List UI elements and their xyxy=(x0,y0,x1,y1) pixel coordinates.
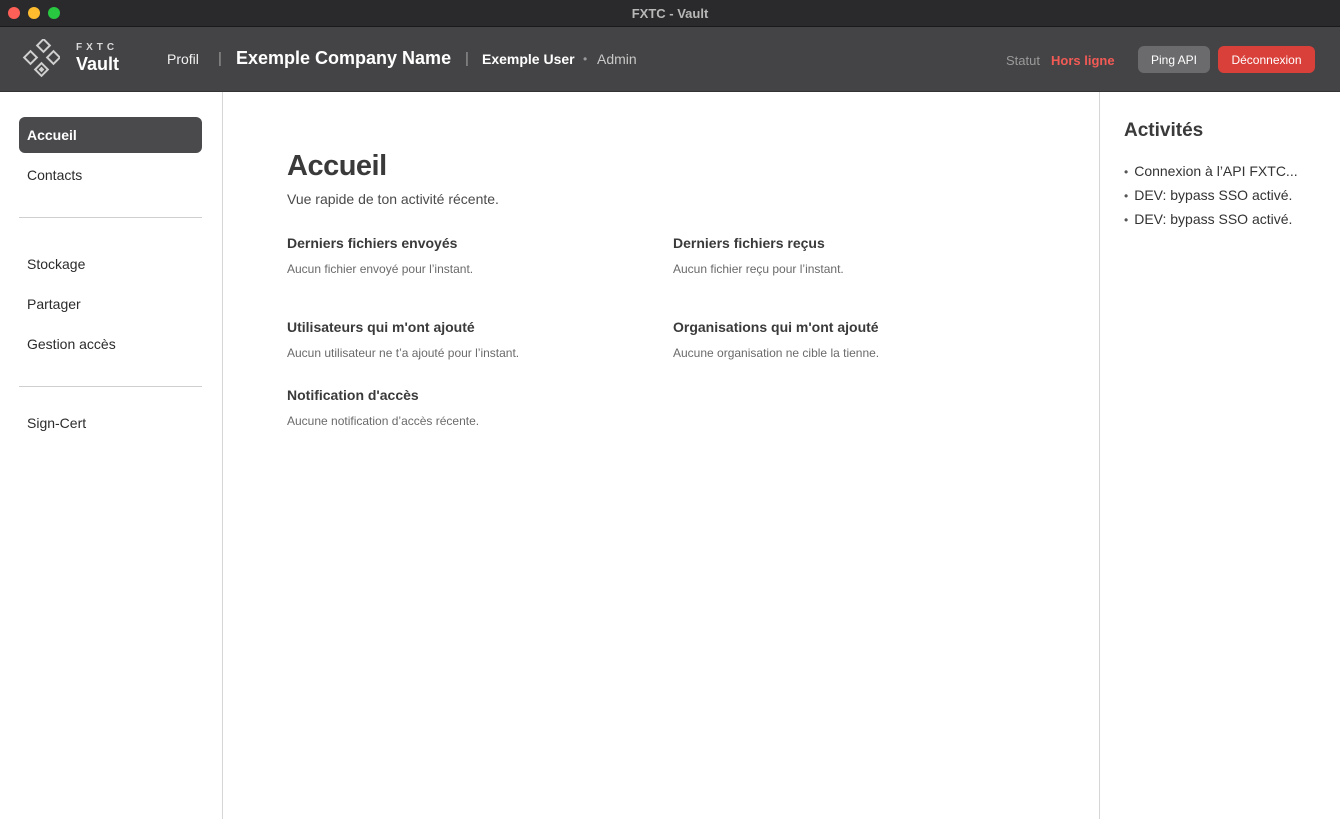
header-separator: | xyxy=(465,50,469,67)
status-label: Statut xyxy=(1006,53,1040,68)
close-window-button[interactable] xyxy=(8,7,20,19)
user-role-dot: • xyxy=(583,52,588,66)
bullet-icon: • xyxy=(1124,189,1129,203)
company-name: Exemple Company Name xyxy=(236,48,452,68)
brand-main: Vault xyxy=(76,54,120,74)
activity-item-text: DEV: bypass SSO activé. xyxy=(1134,211,1293,227)
section-text-received-files: Aucun fichier reçu pour l’instant. xyxy=(673,262,844,276)
activity-title: Activités xyxy=(1124,120,1204,141)
activity-panel xyxy=(1099,92,1340,819)
sidebar-item-sign-cert[interactable]: Sign-Cert xyxy=(27,415,87,431)
sidebar-item-accueil[interactable]: Accueil xyxy=(19,117,202,153)
section-title-orgs-added: Organisations qui m'ont ajouté xyxy=(673,319,879,335)
sidebar-divider xyxy=(19,217,202,218)
ping-api-button[interactable]: Ping API xyxy=(1138,46,1210,73)
profil-link[interactable]: Profil xyxy=(167,51,199,67)
brand-top: FXTC xyxy=(76,42,119,53)
section-text-users-added: Aucun utilisateur ne t’a ajouté pour l’instant. xyxy=(287,346,520,360)
section-text-sent-files: Aucun fichier envoyé pour l’instant. xyxy=(287,262,474,276)
activity-item xyxy=(1124,211,1329,227)
activity-item xyxy=(1124,187,1329,203)
sidebar-item-stockage[interactable]: Stockage xyxy=(27,256,86,272)
activity-item-text: DEV: bypass SSO activé. xyxy=(1134,187,1293,203)
minimize-window-button[interactable] xyxy=(28,7,40,19)
section-title-users-added: Utilisateurs qui m'ont ajouté xyxy=(287,319,475,335)
page-title: Accueil xyxy=(287,150,387,182)
section-text-access-notifications: Aucune notification d’accès récente. xyxy=(287,414,480,428)
brand xyxy=(76,42,119,75)
title-bar xyxy=(0,0,1340,27)
app-header xyxy=(0,27,1340,92)
bullet-icon: • xyxy=(1124,165,1129,179)
sidebar-item-gestion-acces[interactable]: Gestion accès xyxy=(27,336,116,352)
sidebar-item-partager[interactable]: Partager xyxy=(27,296,81,312)
window-controls xyxy=(8,7,60,19)
activity-item-text: Connexion à l’API FXTC... xyxy=(1134,163,1298,179)
section-title-sent-files: Derniers fichiers envoyés xyxy=(287,235,458,251)
activity-item xyxy=(1124,163,1329,179)
sidebar xyxy=(0,92,223,819)
status-badge: Hors ligne xyxy=(1051,53,1115,68)
logout-button[interactable]: Déconnexion xyxy=(1218,46,1315,73)
user-role: Admin xyxy=(597,51,637,67)
header-separator: | xyxy=(218,50,222,67)
sidebar-divider xyxy=(19,386,202,387)
section-text-orgs-added: Aucune organisation ne cible la tienne. xyxy=(673,346,880,360)
sidebar-item-contacts[interactable]: Contacts xyxy=(27,167,83,183)
section-title-received-files: Derniers fichiers reçus xyxy=(673,235,825,251)
bullet-icon: • xyxy=(1124,213,1129,227)
fxtc-logo-icon xyxy=(22,39,60,81)
main-content xyxy=(224,92,1099,819)
window-title: FXTC - Vault xyxy=(631,5,709,21)
zoom-window-button[interactable] xyxy=(48,7,60,19)
page-subtitle: Vue rapide de ton activité récente. xyxy=(287,191,499,207)
section-title-access-notifications: Notification d'accès xyxy=(287,387,419,403)
user-name: Exemple User xyxy=(482,51,575,67)
